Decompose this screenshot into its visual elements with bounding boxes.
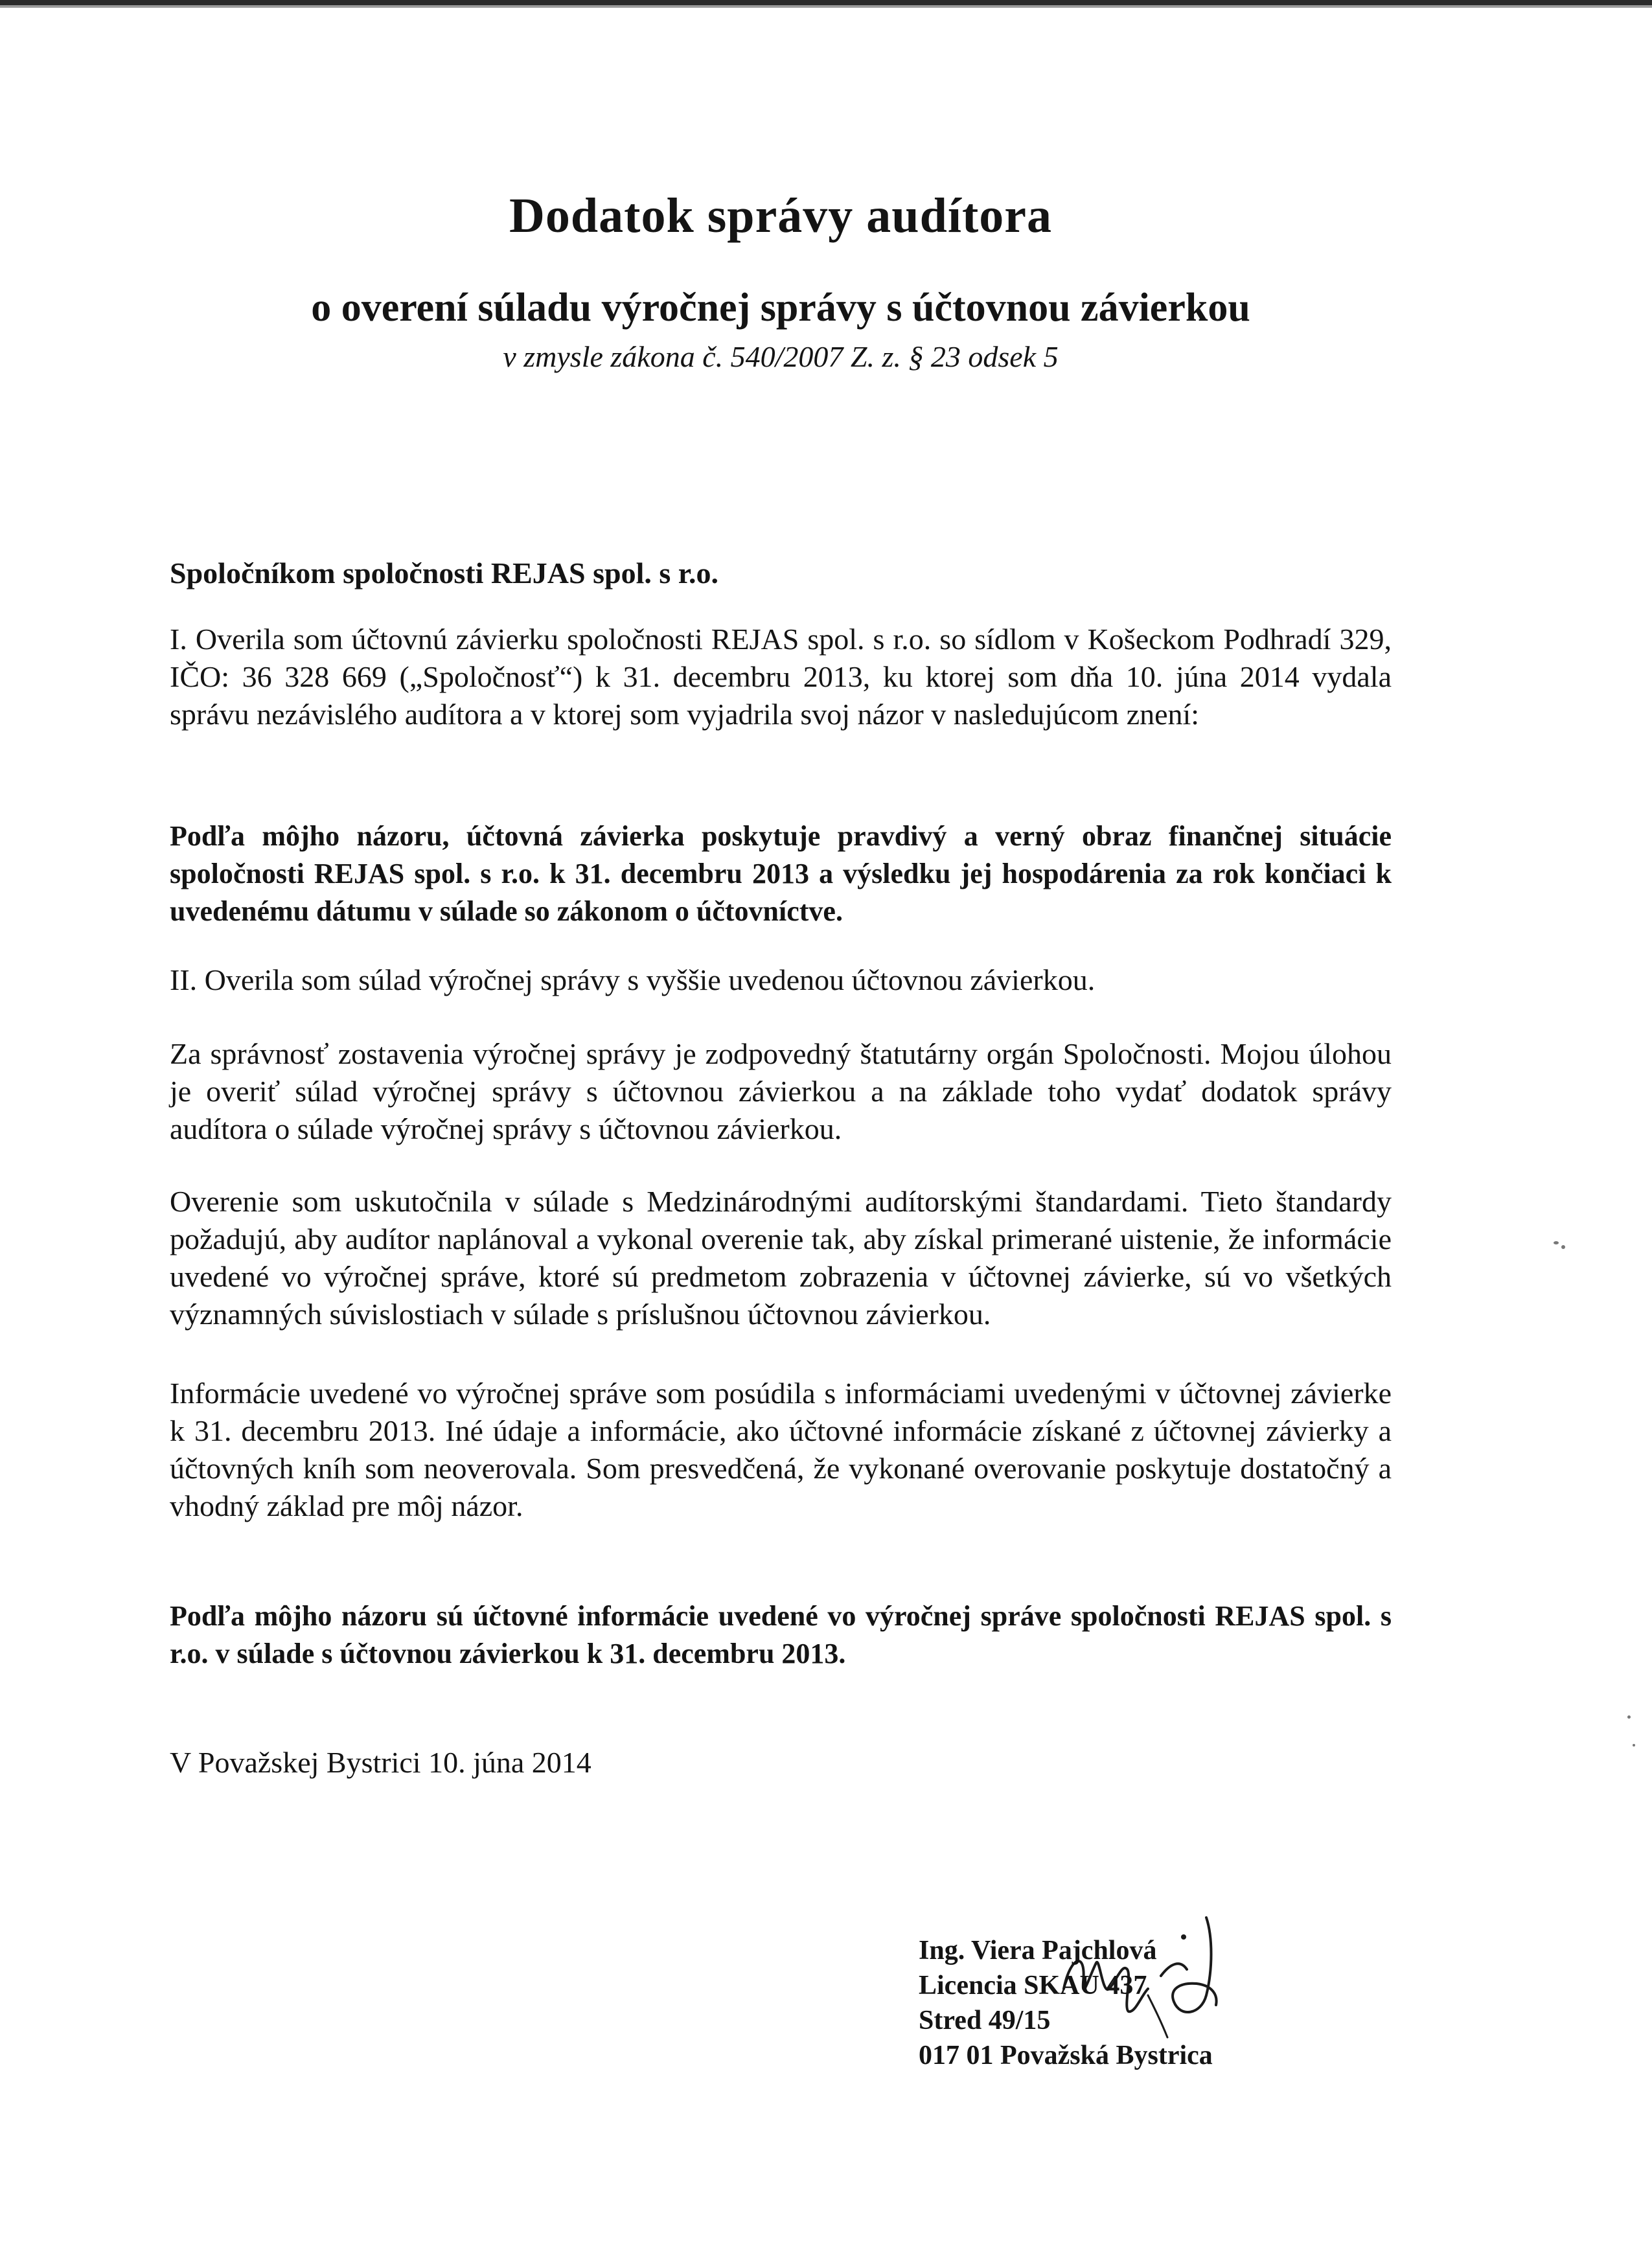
signer-license: Licencia SKAU 437: [919, 1971, 1147, 2000]
document-subtitle: o overení súladu výročnej správy s účtovnou závierkou: [311, 286, 1250, 330]
signer-street: Stred 49/15: [919, 2006, 1051, 2035]
paragraph-conclusion: Podľa môjho názoru sú účtovné informácie uvedené vo výročnej správe spoločnosti REJAS spol. s r.o. v súlade s účtovnou závierkou k 31. decembru 2013.: [170, 1600, 1392, 1669]
signer-block: [919, 1933, 1213, 2073]
scan-top-edge: [0, 0, 1652, 5]
paragraph-responsibility: Za správnosť zostavenia výročnej správy je zodpovedný štatutárny orgán Spoločnosti. Mojou úlohou je overiť súlad výročnej správy s účtovnou závierkou a na základe toho vydať dodatok správy audítora o súlade výročnej správy s účtovnou závierkou.: [170, 1037, 1392, 1145]
signer-city: 017 01 Považská Bystrica: [919, 2041, 1213, 2070]
scan-speck: [1633, 1744, 1635, 1747]
paragraph-verification: I. Overila som účtovnú závierku spoločnosti REJAS spol. s r.o. so sídlom v Košeckom Podhradí 329, IČO: 36 328 669 („Spoločnosť“) k 31. decembru 2013, ku ktorej som dňa 10. júna 2014 vydala správu nezávislého audítora a v ktorej som vyjadrila svoj názor v nasledujúcom znení:: [170, 623, 1392, 731]
paragraph-standards: Overenie som uskutočnila v súlade s Medzinárodnými audítorskými štandardami. Tieto štandardy požadujú, aby audítor naplánoval a vykonal overenie tak, aby získal primerané uistenie, že informácie uvedené vo výročnej správe, ktoré sú predmetom zobrazenia v účtovnej závierke, sú vo všetkých významných súvislostiach v súlade s príslušnou účtovnou závierkou.: [170, 1185, 1392, 1331]
scan-speck: [1554, 1241, 1559, 1244]
paragraph-annual-report-check: II. Overila som súlad výročnej správy s vyššie uvedenou účtovnou závierkou.: [170, 963, 1096, 996]
scan-top-edge-shadow: [0, 5, 1652, 8]
scan-speck: [1561, 1245, 1565, 1249]
paragraph-opinion-statement: Podľa môjho názoru, účtovná závierka poskytuje pravdivý a verný obraz finančnej situácie spoločnosti REJAS spol. s r.o. k 31. decembru 2013 a výsledku jej hospodárenia za rok končiaci k uvedenému dátumu v súlade so zákonom o účtovníctve.: [170, 820, 1392, 927]
signer-name: Ing. Viera Pajchlová: [919, 1936, 1157, 1965]
scan-speck: [1627, 1715, 1631, 1719]
paragraph-assessment: Informácie uvedené vo výročnej správe som posúdila s informáciami uvedenými v účtovnej závierke k 31. decembru 2013. Iné údaje a informácie, ako účtovné informácie získané z účtovnej závierky a účtovných kníh som neoverovala. Som presvedčená, že vykonané overovanie poskytuje dostatočný a vhodný základ pre môj názor.: [170, 1377, 1392, 1522]
legal-reference: v zmysle zákona č. 540/2007 Z. z. § 23 odsek 5: [503, 340, 1059, 373]
place-and-date: V Považskej Bystrici 10. júna 2014: [170, 1746, 591, 1779]
addressee: Spoločníkom spoločnosti REJAS spol. s r.o.: [170, 556, 718, 590]
document-title: Dodatok správy audítora: [509, 189, 1052, 243]
